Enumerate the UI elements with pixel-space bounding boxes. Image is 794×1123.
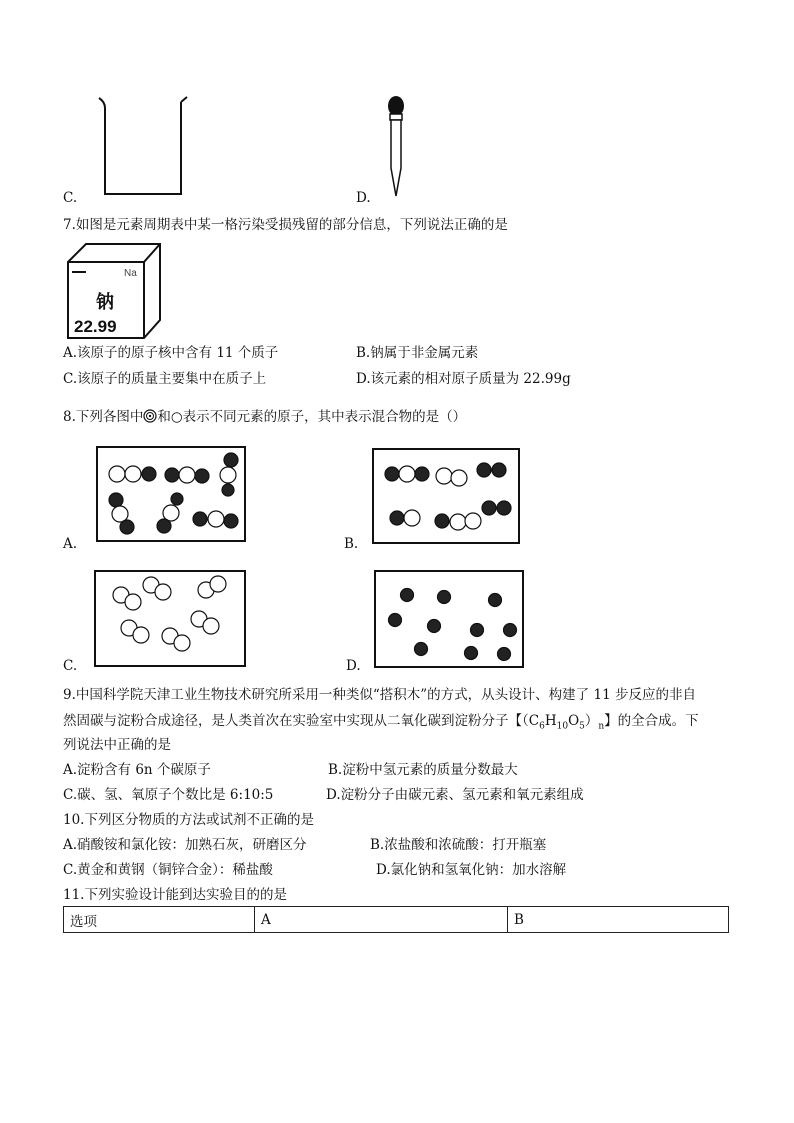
q9-option-d: D.淀粉分子由碳元素、氢元素和氧元素组成 [326, 787, 584, 803]
table-header-option: 选项 [64, 907, 255, 933]
q7-option-d: D.该元素的相对原子质量为 22.99g [356, 371, 571, 387]
q6-option-c-label: C. [63, 190, 78, 206]
q9-option-a: A.淀粉含有 6n 个碳原子 [63, 762, 211, 778]
q8-label-d: D. [346, 658, 361, 674]
table-header-row [64, 907, 729, 933]
q8-question-mid: 和 [157, 409, 171, 425]
beaker-drawing [95, 94, 195, 198]
element-card-name: 钠 [96, 292, 114, 313]
q8-question-prefix: 8.下列各图中 [63, 409, 144, 425]
q9-line2-suffix: 】的全合成。下 [604, 713, 699, 729]
q7-question: 7.如图是元素周期表中某一格污染受损残留的部分信息，下列说法正确的是 [63, 217, 508, 233]
q7-option-a: A.该原子的原子核中含有 11 个质子 [63, 345, 279, 361]
q7-option-c: C.该原子的质量主要集中在质子上 [63, 371, 267, 387]
formula-sub-n: n [598, 721, 605, 732]
q9-line2-prefix: 然固碳与淀粉合成途径，是人类首次在实验室中实现从二氧化碳到淀粉分子【（C [63, 713, 540, 729]
q9-line3: 列说法中正确的是 [63, 737, 171, 753]
formula-sub-o: 5 [579, 721, 585, 732]
q9-option-b: B.淀粉中氢元素的质量分数最大 [328, 762, 518, 778]
table-header-b: B [508, 907, 729, 933]
q10-question: 10.下列区分物质的方法或试剂不正确的是 [63, 812, 314, 828]
molecule-box-a [96, 446, 246, 542]
q9-line2 [63, 712, 699, 736]
q11-question: 11.下列实验设计能到达实验目的的是 [63, 887, 287, 903]
q9-line1: 9.中国科学院天津工业生物技术研究所采用一种类似“搭积木”的方式，从头设计、构建了 11 步反应的非自 [63, 687, 696, 703]
q10-option-c: C.黄金和黄钢（铜锌合金）：稀盐酸 [63, 862, 273, 878]
formula-close-paren: ） [584, 713, 599, 729]
q10-option-a: A.硝酸铵和氯化铵：加熟石灰，研磨区分 [63, 837, 307, 853]
formula-sub-c: 6 [539, 721, 545, 732]
molecule-box-d [374, 570, 524, 668]
q8-label-b: B. [344, 536, 359, 552]
element-card-mass: 22.99 [74, 317, 117, 336]
element-card-symbol-fragment: Na [124, 268, 137, 279]
q7-option-b: B.钠属于非金属元素 [356, 345, 479, 361]
q11-table [63, 906, 729, 933]
molecule-box-b [372, 448, 520, 544]
formula-h: H [544, 713, 557, 729]
dropper-drawing [384, 96, 408, 200]
q9-option-c: C.碳、氢、氧原子个数比是 6:10:5 [63, 787, 274, 803]
q8-label-c: C. [63, 658, 78, 674]
q8-question [63, 408, 466, 426]
q6-option-d-label: D. [356, 190, 371, 206]
q8-label-a: A. [63, 536, 78, 552]
hatched-atom-icon [143, 409, 157, 423]
q10-option-b: B.浓盐酸和浓硫酸：打开瓶塞 [370, 837, 547, 853]
q8-question-suffix: ○表示不同元素的原子，其中表示混合物的是（） [170, 409, 467, 425]
molecule-box-c [94, 570, 246, 667]
formula-sub-h: 10 [556, 721, 569, 732]
q10-option-d: D.氯化钠和氢氧化钠：加水溶解 [376, 862, 567, 878]
element-card-drawing [66, 242, 162, 340]
formula-o: O [568, 713, 580, 729]
table-header-a: A [255, 907, 508, 933]
